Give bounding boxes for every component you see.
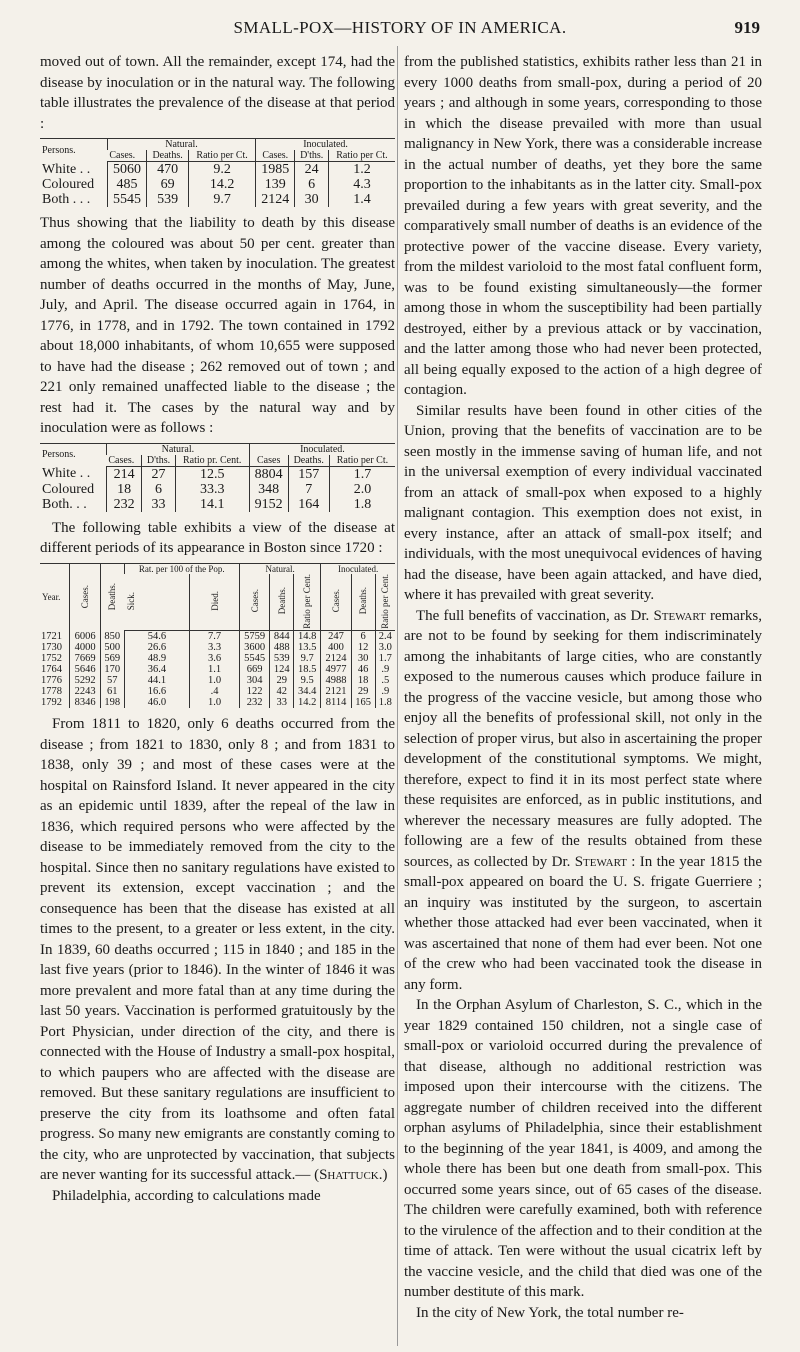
table-header: Natural. <box>106 443 249 455</box>
paragraph: from the published statistics, exhibits rather less than 21 in every 1000 deaths from small-pox, during a period of 20 years ; and although in some years, corresponding to those in which the disease prevailed with more than usual malignancy in New York, there was a considerable increase in the actual number of deaths, yet they bore the same proportion to the inhabitants as in the latter city. Small-pox prevailed during a few years with great severity, and the comparatively small number of deaths is an evidence of the protective power of the vaccine disease. Every variety, from the mildest varioloid to the most fatal confluent form, was to be found existing simultaneously—the former among those in whom the susceptibility had been partially destroyed, either by a previous attack or by vaccination, and the latter among those who had never been protected, all being equally exposed to the action of a high degree of contagion. <box>404 54 762 398</box>
table-header: Year. <box>42 592 61 603</box>
table-cell: 1778 <box>41 686 62 698</box>
table-cell: 30 <box>351 653 375 664</box>
table-row <box>40 192 395 207</box>
table-cell: 29 <box>270 675 294 686</box>
table-cell: 33 <box>142 497 175 512</box>
table-cell: 485 <box>107 177 146 192</box>
table-cell: 48.9 <box>124 653 190 664</box>
table-cell: 850 <box>100 631 124 643</box>
table-row <box>40 177 395 192</box>
page-number: 919 <box>734 18 760 37</box>
table-cell: 247 <box>321 631 351 643</box>
table-cell: 1730 <box>41 642 62 654</box>
paragraph: From 1811 to 1820, only 6 deaths occurred from the disease ; from 1821 to 1830, only 8 ; and from 1831 to 1838, only 39 ; and most of these cases were at the hospital on Rainsford Island. It never appeared in the city as an epidemic until 1839, after the repeal of the law in 1836, which required persons who were affected by the disease to be immediately removed from the city to the hospital. Since then no sanitary regulations have existed to prevent its extension, except vaccination ; and the consequence has been that the disease has existed at all times to the present, to a greater or less extent, in the city. In 1839, 60 deaths occurred ; 115 in 1840 ; and 185 in the last five years (prior to 1846). In the winter of 1846 it was more prevalent and more fatal than at any time during the last 50 years. Vaccination is performed gratuitously by the Port Physician, under direction of the city, and there is connected with the House of Industry a small-pox hospital, to which paupers who are affected with the disease are removed. But these sanitary regulations are insufficient to preserve the city from its loathsome and often fatal progress. So many new emigrants are constantly coming to the city, who are unprotected by vaccination, that subjects are never wanting for its successful attack.— (Shattuck.) <box>40 716 395 1184</box>
table-cell: White . . <box>42 466 91 482</box>
table-cell: 3.6 <box>190 653 240 664</box>
table-cell: 61 <box>100 686 124 697</box>
table-header: Cases <box>249 455 288 467</box>
table-cell: 500 <box>100 642 124 653</box>
table-cell: 46.0 <box>124 697 190 708</box>
table-cell: 1.0 <box>190 675 240 686</box>
table-header: Ratio per Ct. <box>189 150 256 162</box>
table-cell: 2124 <box>256 192 295 207</box>
table-cell: 1.2 <box>328 162 395 178</box>
table-cell: 46 <box>351 664 375 675</box>
table-cell: 1.0 <box>190 697 240 708</box>
table-row <box>40 686 395 697</box>
table-cell: 232 <box>106 497 142 512</box>
table-header: Deaths. <box>147 150 189 162</box>
paragraph: In the city of New York, the total number re- <box>416 1304 684 1321</box>
table-header: Inoculated. <box>321 563 395 574</box>
table-cell: 9.2 <box>189 162 256 178</box>
paragraph: The full benefits of vaccination, as Dr. Stewart remarks, are not to be found by seeking for them indiscriminately among the inhabitants of large cities, who are constantly exposed to the numerous causes which produce failure in the progress of the vaccine vesicle, but among those who enjoy all the benefits of professional skill, not only in the selection of proper virus, but also in ascertaining the proper development of the constitutional symptoms. We might, therefore, expect to find it in its most perfect state where these requisites are enforced, as in public institutions, and wherever the necessary measures are fully adopted. The following are a few of the results obtained from these sources, as collected by Dr. Stewart : In the year 1815 the small-pox appeared on board the U. S. frigate Guerriere ; an inquiry was instituted by the surgeon, to ascertain whether those attacked had ever been vaccinated, when it was ascertained that none of them had ever been. Not one of the crew who had been vaccinated took the disease in any form. <box>404 607 762 993</box>
table-cell: .9 <box>375 664 395 675</box>
table-cell: 1.8 <box>375 697 395 708</box>
table-cell: 36.4 <box>124 664 190 675</box>
table-cell: 5545 <box>107 192 146 207</box>
table-cell: 4988 <box>321 675 351 686</box>
table-cell: 139 <box>256 177 295 192</box>
table-header: Inoculated. <box>256 139 395 151</box>
table-header: Sick. <box>124 574 190 631</box>
table-cell: 4.3 <box>328 177 395 192</box>
table-cell: 4977 <box>321 664 351 675</box>
running-title: SMALL-POX—HISTORY OF IN AMERICA. <box>233 18 567 37</box>
table-header: D'ths. <box>142 455 175 467</box>
paragraph: Similar results have been found in other cities of the Union, proving that the benefits of vaccination are to be seen mostly in the immense saving of human life, and not in the universal exemption of every individual vaccinated from an attack of small-pox when exposed to a highly malignant contagion. This exemption does not exist, in every instance, after an attack of small-pox itself; and individuals, with the most unequivocal evidences of having had the disease, have been again attacked, and have died, where it has prevailed with great severity. <box>404 402 762 603</box>
table-cell: 14.2 <box>294 697 321 708</box>
table-header: Persons. <box>42 144 76 156</box>
running-header <box>40 18 760 40</box>
table-cell: 18.5 <box>294 664 321 675</box>
table-cell: 6 <box>295 177 329 192</box>
table-header: Rat. per 100 of the Pop. <box>124 563 239 574</box>
table-cell: 1721 <box>41 631 62 642</box>
table-header: Cases. <box>256 150 295 162</box>
table-cell: Coloured <box>42 177 95 192</box>
table-row <box>40 162 395 178</box>
table-cell: 3.3 <box>190 642 240 653</box>
table-cell: 164 <box>288 497 329 512</box>
table-cell: 6006 <box>70 631 100 643</box>
table-cell: 5545 <box>239 653 269 664</box>
paragraph: Thus showing that the liability to death by this disease among the coloured was about 50 per cent. greater than among the whites, when taken by inoculation. The greatest number of deaths occurred in the months of May, June, July, and April. The disease occurred again in 1764, in 1776, in 1778, and in 1792. The town contained in 1792 about 18,000 inhabitants, of whom 10,655 were supposed to have had the disease ; 262 removed out of town ; and 221 only remained unaffected liable to the disease ; the rest had it. The cases by the natural way and by inoculation were as follows : <box>40 215 395 436</box>
table-row <box>40 664 395 675</box>
table-cell: 1752 <box>41 653 62 665</box>
table-header: Ratio per Ct. <box>328 150 395 162</box>
paragraph: In the Orphan Asylum of Charleston, S. C., which in the year 1829 contained 150 children, not a single case of small-pox or varioloid occurred during the prevalence of that disease, although no additional restriction was imposed upon their intercourse with the citizens. The aggregate number of children received into the different orphan asylums of Philadelphia, since their establishment to the beginning of the year 1841, is 4009, and among the whole there has been but one death from small-pox. This occurred some years since, out of 65 cases of the disease. The children were carefully examined, both with reference to the virulence of the affection and to their condition at the time of attack. Ten were without the usual cicatrix left by the vaccine vesicle, and the child that died was one of the number destitute of this mark. <box>404 997 762 1300</box>
table-cell: 26.6 <box>124 642 190 653</box>
table-cell: 844 <box>270 631 294 643</box>
table-header: Ratio per Ct. <box>329 455 395 467</box>
table-cell: 57 <box>100 675 124 686</box>
table-cell: 3.0 <box>375 642 395 653</box>
left-column <box>40 52 395 1206</box>
table-row <box>40 697 395 708</box>
table-header: Persons. <box>42 449 76 461</box>
table-cell: 5759 <box>239 631 269 643</box>
table-header: Deaths. <box>351 574 375 631</box>
table-cell: 18 <box>351 675 375 686</box>
table-cell: 18 <box>106 482 142 497</box>
table-cell: 157 <box>288 466 329 482</box>
table-cell: 14.1 <box>175 497 249 512</box>
table-cell: 539 <box>270 653 294 664</box>
table-cell: 13.5 <box>294 642 321 653</box>
table-cell: 7669 <box>70 653 100 664</box>
paragraph: moved out of town. All the remainder, except 174, had the disease by inoculation or in the natural way. The following table illustrates the prevalence of the disease at that period : <box>40 54 395 132</box>
table-cell: 24 <box>295 162 329 178</box>
table-cell: 7.7 <box>190 631 240 643</box>
table-1760s <box>40 138 395 207</box>
table-cell: 7 <box>288 482 329 497</box>
table-cell: 5646 <box>70 664 100 675</box>
paragraph: Philadelphia, according to calculations made <box>52 1187 321 1204</box>
table-cell: 33 <box>270 697 294 708</box>
table-cell: 8804 <box>249 466 288 482</box>
table-header: Natural. <box>239 563 320 574</box>
table-cell: 5060 <box>107 162 146 178</box>
table-header: D'ths. <box>295 150 329 162</box>
table-cell: 348 <box>249 482 288 497</box>
table-cell: 9.7 <box>294 653 321 664</box>
table-row <box>40 642 395 653</box>
table-cell: 8114 <box>321 697 351 708</box>
column-divider <box>397 46 398 1346</box>
paragraph: The following table exhibits a view of the disease at different periods of its appearance in Boston since 1720 : <box>40 519 395 556</box>
table-header: Died. <box>190 574 240 631</box>
table-cell: Both . . . <box>42 192 91 207</box>
table-cell: 6 <box>142 482 175 497</box>
table-cell: 16.6 <box>124 686 190 697</box>
table-cell: 2.4 <box>375 631 395 643</box>
right-column <box>404 52 762 1323</box>
table-cell: 5292 <box>70 675 100 686</box>
table-cell: White . . <box>42 161 91 177</box>
table-header: Cases. <box>70 563 100 631</box>
table-cell: 122 <box>239 686 269 697</box>
table-cell: 1792 <box>41 697 62 709</box>
table-1792 <box>40 443 395 512</box>
table-cell: 2121 <box>321 686 351 697</box>
table-cell: 4000 <box>70 642 100 653</box>
table-header: Cases. <box>239 574 269 631</box>
table-cell: Both. . . <box>42 496 87 512</box>
table-cell: 488 <box>270 642 294 653</box>
table-header: Ratio per Cent. <box>375 574 395 631</box>
table-row <box>40 497 395 512</box>
table-cell: 165 <box>351 697 375 708</box>
table-cell: 1776 <box>41 675 62 687</box>
table-cell: 9.5 <box>294 675 321 686</box>
table-cell: 539 <box>147 192 189 207</box>
table-cell: 30 <box>295 192 329 207</box>
table-cell: 69 <box>147 177 189 192</box>
table-cell: 569 <box>100 653 124 664</box>
table-row <box>40 466 395 482</box>
table-cell: 3600 <box>239 642 269 653</box>
table-header: Natural. <box>107 139 255 151</box>
table-cell: 9152 <box>249 497 288 512</box>
table-cell: 14.2 <box>189 177 256 192</box>
table-cell: 400 <box>321 642 351 653</box>
table-cell: 214 <box>106 466 142 482</box>
table-cell: 27 <box>142 466 175 482</box>
table-cell: 14.8 <box>294 631 321 643</box>
table-cell: 1.8 <box>329 497 395 512</box>
table-cell: 29 <box>351 686 375 697</box>
table-cell: 1.1 <box>190 664 240 675</box>
table-header: Deaths. <box>100 563 124 631</box>
table-cell: 1.7 <box>375 653 395 664</box>
table-cell: 170 <box>100 664 124 675</box>
table-cell: 1.7 <box>329 466 395 482</box>
table-cell: .5 <box>375 675 395 686</box>
table-boston-periods <box>40 563 395 709</box>
table-row <box>40 482 395 497</box>
table-cell: 6 <box>351 631 375 643</box>
table-cell: 2124 <box>321 653 351 664</box>
table-header: Deaths. <box>288 455 329 467</box>
table-header: Cases. <box>321 574 351 631</box>
table-cell: 9.7 <box>189 192 256 207</box>
table-cell: 304 <box>239 675 269 686</box>
table-cell: 2243 <box>70 686 100 697</box>
table-cell: 198 <box>100 697 124 708</box>
table-header: Ratio pr. Cent. <box>175 455 249 467</box>
table-cell: 33.3 <box>175 482 249 497</box>
table-cell: .4 <box>190 686 240 697</box>
table-header: Deaths. <box>270 574 294 631</box>
table-header: Cases. <box>106 455 142 467</box>
table-cell: .9 <box>375 686 395 697</box>
table-cell: 1985 <box>256 162 295 178</box>
table-row <box>40 653 395 664</box>
table-cell: 34.4 <box>294 686 321 697</box>
table-cell: 669 <box>239 664 269 675</box>
table-header: Ratio per Cent. <box>294 574 321 631</box>
table-cell: 470 <box>147 162 189 178</box>
table-cell: 1.4 <box>328 192 395 207</box>
table-cell: 42 <box>270 686 294 697</box>
table-cell: Coloured <box>42 481 95 497</box>
table-cell: 124 <box>270 664 294 675</box>
table-row <box>40 631 395 643</box>
table-row <box>40 675 395 686</box>
table-cell: 12 <box>351 642 375 653</box>
table-cell: 54.6 <box>124 631 190 643</box>
table-cell: 12.5 <box>175 466 249 482</box>
table-cell: 2.0 <box>329 482 395 497</box>
table-cell: 1764 <box>41 664 62 676</box>
table-cell: 232 <box>239 697 269 708</box>
table-cell: 44.1 <box>124 675 190 686</box>
table-header: Inoculated. <box>249 443 395 455</box>
table-header: Cases. <box>107 150 146 162</box>
table-cell: 8346 <box>70 697 100 708</box>
